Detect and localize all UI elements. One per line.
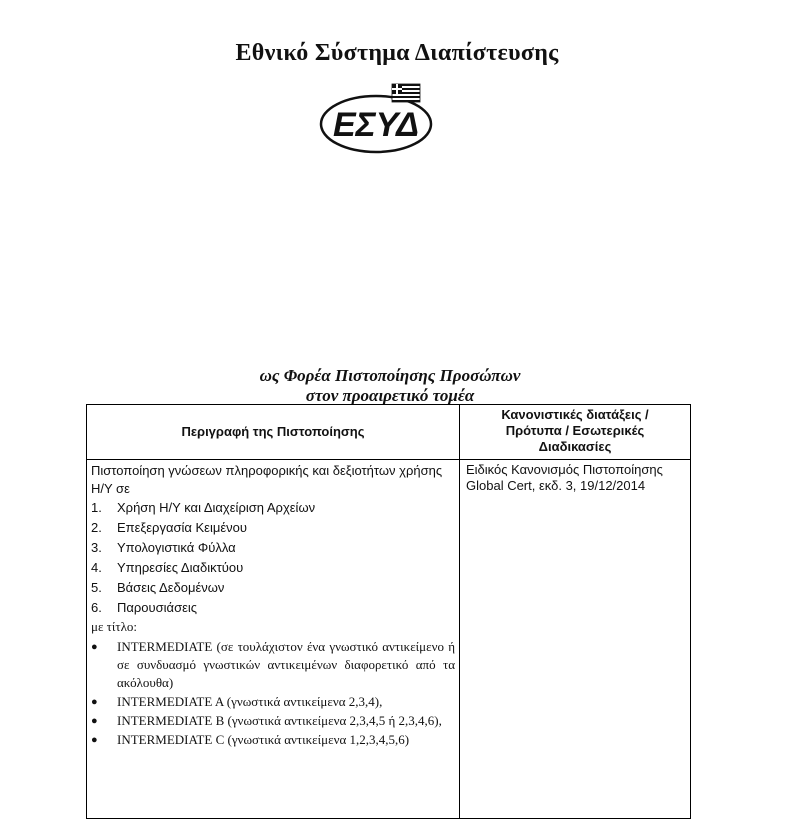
- esyd-logo: [318, 80, 438, 158]
- regulations-header: Κανονιστικές διατάξεις / Πρότυπα / Εσωτερικές Διαδικασίες: [460, 405, 691, 460]
- list-item: ● INTERMEDIATE C (γνωστικά αντικείμενα 1,2,3,4,5,6): [91, 732, 410, 747]
- logo-text: ΕΣΥΔ: [332, 106, 420, 144]
- subtitle-line-1: ως Φορέα Πιστοποίησης Προσώπων: [259, 366, 521, 385]
- bullet-icon: ●: [91, 715, 98, 727]
- list-item: 5. Βάσεις Δεδομένων: [91, 580, 225, 595]
- list-item: ● INTERMEDIATE (σε τουλάχιστον ένα γνωστικό αντικείμενο ή σε συνδυασμό γνωστικών αντικειμένων διαφορετικό από τα ακόλουθα): [91, 639, 455, 690]
- description-header: Περιγραφή της Πιστοποίησης: [87, 405, 460, 460]
- description-cell: [87, 460, 460, 819]
- list-item: 1. Χρήση Η/Υ και Διαχείριση Αρχείων: [91, 500, 316, 515]
- certification-table: [86, 404, 691, 819]
- title-list: [91, 638, 455, 749]
- list-item: 4. Υπηρεσίες Διαδικτύου: [91, 560, 244, 575]
- list-item: 3. Υπολογιστικά Φύλλα: [91, 540, 236, 555]
- document-title: Εθνικό Σύστημα Διαπίστευσης: [235, 40, 559, 66]
- list-item: ● INTERMEDIATE B (γνωστικά αντικείμενα 2,3,4,5 ή 2,3,4,6),: [91, 713, 442, 728]
- list-item: 2. Επεξεργασία Κειμένου: [91, 520, 247, 535]
- bullet-icon: ●: [91, 696, 98, 708]
- subtitle-line-2: στον προαιρετικό τομέα: [305, 386, 475, 405]
- bullet-icon: ●: [91, 641, 98, 653]
- list-item: 6. Παρουσιάσεις: [91, 600, 198, 615]
- regulation-cell: Ειδικός Κανονισμός Πιστοποίησης Global Cert, εκδ. 3, 19/12/2014: [460, 460, 691, 819]
- list-item: ● INTERMEDIATE A (γνωστικά αντικείμενα 2,3,4),: [91, 694, 383, 709]
- bullet-icon: ●: [91, 734, 98, 746]
- greek-flag-icon: [392, 84, 420, 102]
- intro-text: Πιστοποίηση γνώσεων πληροφορικής και δεξιοτήτων χρήσης Η/Υ σε: [91, 463, 443, 496]
- with-title-label: με τίτλο:: [91, 619, 138, 634]
- module-list: [91, 498, 455, 618]
